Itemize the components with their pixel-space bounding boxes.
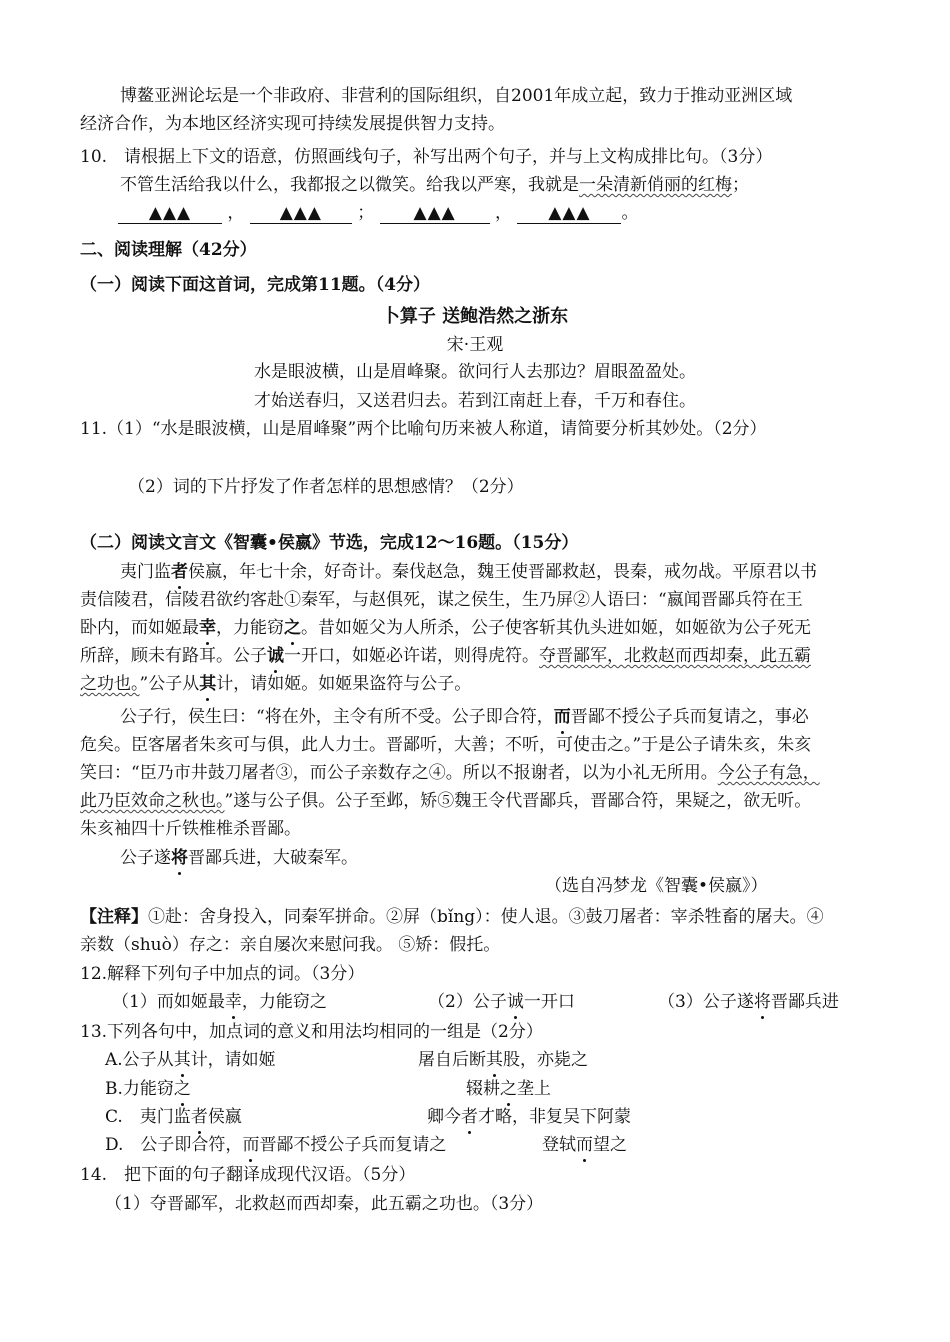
- option-b-left: B.力能窃之: [105, 1079, 191, 1099]
- dotted-word: 之: [500, 1079, 517, 1099]
- passage-p1-line-1: 夷门监者侯嬴，年七十余，好奇计。秦伐赵急，魏王使晋鄙救赵，畏秦，戒勿战。平原君以书: [120, 562, 817, 582]
- option-a-right: 屠自后断其股，亦毙之: [418, 1050, 588, 1070]
- dotted-word: 幸: [224, 992, 242, 1012]
- question-14-stem: 14. 把下面的句子翻译成现代汉语。（5分）: [80, 1165, 416, 1185]
- passage-p2-line-2: 危矣。臣客屠者朱亥可与俱，此人力士。晋鄙听，大善；不听，可使击之。”于是公子请朱亥，朱亥: [80, 735, 812, 755]
- part-1-heading: （一）阅读下面这首词，完成第11题。（4分）: [80, 275, 430, 295]
- answer-blank-3[interactable]: ▲▲▲: [380, 203, 490, 224]
- option-c-right: 卿今者才略，非复吴下阿蒙: [427, 1107, 631, 1127]
- section-2-heading: 二、阅读理解（42分）: [80, 240, 257, 260]
- dotted-word: 而: [242, 1135, 260, 1155]
- passage-p1-line-5: 之功也。”公子从其计，请如姬。如姬果盗符与公子。: [80, 674, 472, 694]
- question-11-1: 11.（1）“水是眼波横，山是眉峰聚”两个比喻句历来被人称道，请简要分析其妙处。（2分）: [80, 419, 767, 439]
- question-12-item-3: （3）公子遂将晋鄙兵进: [658, 992, 839, 1012]
- notes-line-1: 【注释】①赴：舍身投入，同秦军拼命。②屏（bǐng）：使人退。③鼓刀屠者：宰杀牲畜的屠夫。④: [80, 907, 824, 927]
- question-10-blanks: ▲▲▲ ， ▲▲▲ ； ▲▲▲ ， ▲▲▲ 。: [118, 201, 638, 225]
- dotted-word: 其: [173, 1050, 191, 1070]
- wavy-underlined-text: 今公子有急，: [717, 763, 820, 783]
- answer-blank-2[interactable]: ▲▲▲: [250, 203, 352, 224]
- dotted-word: 者: [190, 1107, 208, 1127]
- dotted-word: 将: [753, 992, 771, 1012]
- underlined-example: 一朵清新俏丽的红梅: [579, 175, 732, 195]
- passage-p2-line-4: 此乃臣效命之秋也。”遂与公子俱。公子至邺，矫⑤魏王令代晋鄙兵，晋鄙合符，果疑之，欲无听。: [80, 791, 812, 811]
- option-d-left: D. 公子即合符，而晋鄙不授公子兵而复请之: [105, 1135, 447, 1155]
- passage-p3-line-1: 公子遂将晋鄙兵进，大破秦军。: [120, 848, 358, 868]
- poem-title: 卜算子 送鲍浩然之浙东: [381, 306, 569, 327]
- poem-author: 宋·王观: [446, 335, 504, 355]
- poem-line-2: 才始送春归，又送君归去。若到江南赶上春，千万和春住。: [254, 391, 696, 411]
- dotted-word: 而: [576, 1135, 593, 1155]
- question-14-item-1: （1）夺晋鄙军，北救赵而西却秦，此五霸之功也。（3分）: [105, 1194, 544, 1214]
- dotted-word: 幸: [199, 618, 216, 638]
- passage-source: （选自冯梦龙《智囊•侯嬴》）: [545, 876, 768, 896]
- question-12-item-1: （1）而如姬最幸，力能窃之: [112, 992, 327, 1012]
- option-d-right: 登轼而望之: [542, 1135, 627, 1155]
- question-10-example: 不管生活给我以什么，我都报之以微笑。给我以严寒，我就是一朵清新俏丽的红梅；: [120, 175, 749, 195]
- intro-line-1: 博鳌亚洲论坛是一个非政府、非营利的国际组织，自2001年成立起，致力于推动亚洲区域: [120, 86, 793, 106]
- notes-label: 【注释】: [80, 907, 148, 927]
- dotted-word: 之: [173, 1079, 191, 1099]
- wavy-underlined-text: 此乃臣效命之秋也。: [80, 791, 225, 811]
- option-b-right: 辍耕之垄上: [466, 1079, 551, 1099]
- dotted-word: 诚: [267, 646, 284, 666]
- dotted-word: 者: [171, 562, 188, 582]
- question-12-item-2: （2）公子诚一开口: [428, 992, 575, 1012]
- poem-line-1: 水是眼波横，山是眉峰聚。欲问行人去那边？眉眼盈盈处。: [254, 362, 696, 382]
- passage-p1-line-2: 责信陵君，信陵君欲约客赴①秦军，与赵俱死，谋之侯生，生乃屏②人语曰：“嬴闻晋鄙兵符在王: [80, 590, 803, 610]
- passage-p2-line-5: 朱亥袖四十斤铁椎椎杀晋鄙。: [80, 819, 301, 839]
- notes-line-2: 亲数（shuò）存之：亲自屡次来慰问我。 ⑤矫：假托。: [80, 935, 501, 955]
- intro-line-2: 经济合作，为本地区经济实现可持续发展提供智力支持。: [80, 114, 505, 134]
- dotted-word: 其: [199, 674, 217, 694]
- question-13-stem: 13.下列各句中，加点词的意义和用法均相同的一组是（2分）: [80, 1022, 543, 1042]
- answer-blank-1[interactable]: ▲▲▲: [118, 203, 222, 224]
- question-11-2: （2）词的下片抒发了作者怎样的思想感情？（2分）: [128, 477, 524, 497]
- part-2-heading: （二）阅读文言文《智囊•侯嬴》节选，完成12～16题。（15分）: [80, 533, 579, 553]
- wavy-underlined-text: 之功也。: [80, 674, 140, 694]
- passage-p2-line-1: 公子行，侯生曰：“将在外，主令有所不受。公子即合符，而晋鄙不授公子兵而复请之，事必: [120, 707, 809, 727]
- question-10-stem: 10. 请根据上下文的语意，仿照画线句子，补写出两个句子，并与上文构成排比句。（3分）: [80, 147, 773, 167]
- dotted-word: 之: [284, 618, 301, 638]
- answer-blank-4[interactable]: ▲▲▲: [517, 203, 621, 224]
- dotted-word: 而: [553, 707, 571, 727]
- passage-p1-line-4: 所辞，顾未有路耳。公子诚一开口，如姬必许诺，则得虎符。夺晋鄙军，北救赵而西却秦，此五霸: [80, 646, 811, 666]
- option-a-left: A.公子从其计，请如姬: [105, 1050, 276, 1070]
- dotted-word: 其: [486, 1050, 503, 1070]
- passage-p2-line-3: 笑曰：“臣乃市井鼓刀屠者③，而公子亲数存之④。所以不报谢者，以为小礼无所用。今公子有急，: [80, 763, 820, 783]
- dotted-word: 诚: [506, 992, 524, 1012]
- option-c-left: C. 夷门监者侯嬴: [105, 1107, 242, 1127]
- dotted-word: 者: [461, 1107, 478, 1127]
- dotted-word: 将: [171, 848, 188, 868]
- wavy-underlined-text: 夺晋鄙军，北救赵而西却秦，此五霸: [539, 646, 811, 666]
- passage-p1-line-3: 卧内，而如姬最幸，力能窃之。昔如姬父为人所杀，公子使客斩其仇头进如姬，如姬欲为公子死无: [80, 618, 811, 638]
- question-12-stem: 12.解释下列句子中加点的词。（3分）: [80, 964, 365, 984]
